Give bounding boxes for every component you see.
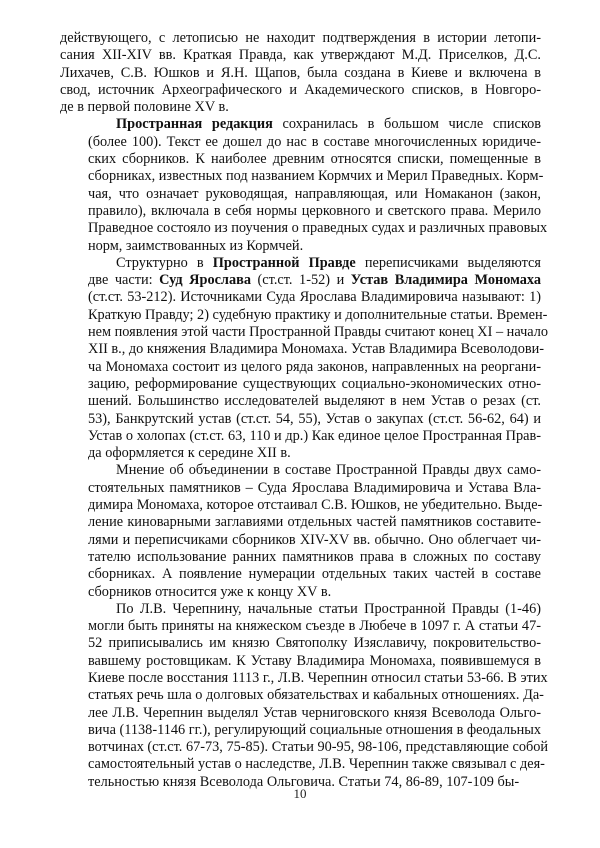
paragraph-5 bbox=[60, 600, 549, 791]
text-span: тельностью князя Всеволода Ольговича. Статьи 74, 86-89, 107-109 бы- bbox=[88, 773, 520, 790]
text-line bbox=[60, 203, 541, 220]
text-line bbox=[60, 82, 541, 99]
text-line bbox=[60, 635, 541, 652]
text-line bbox=[60, 134, 541, 151]
text-span: Структурно в bbox=[116, 254, 213, 271]
text-span: чая, что означает руководящая, направляющая, или Номаканон (закон, bbox=[88, 185, 541, 202]
text-line bbox=[60, 255, 541, 272]
text-line bbox=[60, 411, 541, 428]
text-line bbox=[60, 514, 541, 531]
text-span: димира Мономаха, которое отстаивал С.В. Юшков, не убедительно. Выде- bbox=[88, 497, 543, 514]
text-span: лями и переписчиками сборников XIV-XV вв. обычно. Оно облегчает чи- bbox=[88, 531, 541, 548]
text-line bbox=[60, 289, 541, 306]
text-span: стоятельных памятников – Суда Ярослава Владимировича и Устава Вла- bbox=[88, 479, 541, 496]
text-line bbox=[60, 151, 541, 168]
bold-text: Суд Ярослава bbox=[159, 272, 251, 289]
text-span: XII в., до княжения Владимира Мономаха. Устав Владимира Всеволодови- bbox=[88, 341, 545, 358]
text-line bbox=[60, 324, 549, 341]
text-line bbox=[60, 30, 541, 47]
text-span: две части: bbox=[88, 272, 160, 289]
text-span: де в первой половине XV в. bbox=[60, 99, 229, 116]
text-span: Лихачев, С.В. Юшков и Я.Н. Щапов, была создана в Киеве и включена в bbox=[60, 64, 541, 81]
text-span: сборниках, известных под названием Кормчих и Мерил Праведных. Корм- bbox=[88, 168, 544, 185]
text-span: переписчиками выделяются bbox=[355, 254, 541, 271]
text-span: правило), включала в себя нормы церковного и светского права. Мерило bbox=[88, 202, 541, 219]
text-line bbox=[60, 739, 549, 756]
text-span: 53), Банкрутский устав (ст.ст. 54, 55), Устав о закупах (ст.ст. 56-62, 64) и bbox=[88, 410, 541, 427]
text-span: сания XII-XIV вв. Краткая Правда, как утверждают М.Д. Приселков, Д.С. bbox=[60, 47, 541, 64]
text-line bbox=[60, 497, 541, 514]
text-span: сохранилась в большом числе списков bbox=[272, 116, 542, 133]
text-span: лее Л.В. Черепнин выделял Устав черниговского князя Всеволода Ольго- bbox=[88, 704, 541, 721]
text-span: зацию, реформирование существующих социально-экономических отно- bbox=[88, 375, 541, 392]
text-span: ских сборников. К наиболее древним относятся списки, помещенные в bbox=[88, 151, 541, 168]
text-span: Мнение об объединении в составе Пространной Правды двух само- bbox=[116, 462, 541, 479]
text-line bbox=[60, 65, 541, 82]
text-line bbox=[60, 272, 541, 289]
text-span: свод, источник Археографического и Академического списков, в Новгоро- bbox=[60, 81, 541, 98]
page-text bbox=[60, 30, 549, 791]
text-line bbox=[60, 722, 541, 739]
paragraph-1 bbox=[60, 30, 541, 116]
text-span: Праведное состояло из поучения о праведных судах и различных правовых bbox=[88, 220, 548, 237]
text-line bbox=[60, 549, 541, 566]
text-line bbox=[60, 393, 541, 410]
text-line bbox=[60, 618, 541, 635]
text-line bbox=[60, 532, 541, 549]
text-span: могли быть приняты на княжеском съезде в Любече в 1097 г. А статьи 47- bbox=[88, 618, 541, 635]
text-line bbox=[60, 480, 541, 497]
text-line bbox=[60, 341, 545, 358]
text-line bbox=[60, 306, 548, 324]
text-span: вотчинах (ст.ст. 67-73, 75-85). Статьи 90-95, 98-106, представляющие собой bbox=[88, 739, 549, 756]
text-span: статьях речь шла о долговых обязательствах и кабальных отношениях. Да- bbox=[88, 687, 544, 704]
text-span: Краткую Правду; 2) судебную практику и дополнительные статьи. Времен- bbox=[88, 306, 548, 323]
text-line bbox=[60, 687, 544, 704]
text-span: (более 100). Текст ее дошел до нас в составе многочисленных юридиче- bbox=[88, 133, 541, 150]
bold-text: Устав Владимира Мономаха bbox=[350, 272, 541, 289]
text-span: По Л.В. Черепнину, начальные статьи Пространной Правды (1-46) bbox=[116, 600, 541, 617]
text-line bbox=[60, 186, 541, 203]
text-line bbox=[60, 99, 541, 116]
text-span: сборниках. А появление нумерации отдельных таких частей в составе bbox=[88, 566, 541, 583]
text-line bbox=[60, 238, 541, 255]
text-span: норм, заимствованных из Кормчей. bbox=[88, 237, 304, 254]
text-line bbox=[60, 756, 545, 773]
text-span: (ст.ст. 53-212). Источниками Суда Ярослава Владимировича называют: 1) bbox=[88, 289, 541, 306]
text-line bbox=[60, 653, 541, 670]
bold-text: Пространная редакция bbox=[116, 116, 273, 133]
text-span: нем появления этой части Пространной Правды считают конец XI – начало bbox=[88, 324, 549, 341]
paragraph-2 bbox=[60, 116, 548, 254]
text-line bbox=[60, 116, 541, 133]
text-span: Устав о холопах (ст.ст. 63, 110 и др.) Как единое целое Пространная Прав- bbox=[88, 427, 541, 444]
text-span: тателю использование ранних памятников права в сложных по составу bbox=[88, 548, 541, 565]
text-span: вавшему ростовщикам. К Уставу Владимира Мономаха, появившемуся в bbox=[88, 652, 541, 669]
text-line bbox=[60, 462, 541, 479]
text-span: да оформляется к середине XII в. bbox=[88, 445, 291, 462]
text-line bbox=[60, 359, 541, 376]
bold-text: Пространной Правде bbox=[212, 254, 356, 271]
text-span: шений. Большинство исследователей выделяют в нем Устав о резах (ст. bbox=[88, 393, 541, 410]
text-line bbox=[60, 428, 541, 445]
text-line bbox=[60, 601, 541, 618]
text-span: сборников относится уже к концу XV в. bbox=[88, 583, 332, 600]
page-number: 10 bbox=[293, 786, 307, 801]
text-line bbox=[60, 584, 541, 601]
text-line bbox=[60, 445, 541, 462]
text-span: 52 приписывались им князю Святополку Изяславичу, покровительство- bbox=[88, 635, 541, 652]
text-line bbox=[60, 168, 544, 185]
text-span: Киеве после восстания 1113 г., Л.В. Черепнин относил статьи 53-66. В этих bbox=[88, 669, 548, 686]
text-span: вича (1138-1146 гг.), регулирующий социальные отношения в феодальных bbox=[88, 721, 542, 738]
text-line bbox=[60, 705, 541, 722]
text-line bbox=[60, 220, 548, 237]
text-span: (ст.ст. 1-52) и bbox=[250, 272, 351, 289]
text-span: действующего, с летописью не находит подтверждения в истории летопи- bbox=[60, 30, 541, 46]
paragraph-4 bbox=[60, 462, 541, 600]
text-span: самостоятельный устав о наследстве, Л.В. Черепнин также связывал с дея- bbox=[88, 756, 545, 773]
text-line bbox=[60, 566, 541, 583]
text-line bbox=[60, 376, 541, 393]
text-line bbox=[60, 47, 541, 64]
text-line bbox=[60, 669, 548, 687]
text-span: ча Мономаха состоит из целого ряда законов, направленных на реоргани- bbox=[88, 358, 541, 375]
text-span: ление киноварными заглавиями отдельных частей памятников составите- bbox=[88, 514, 541, 531]
paragraph-3 bbox=[60, 254, 549, 463]
